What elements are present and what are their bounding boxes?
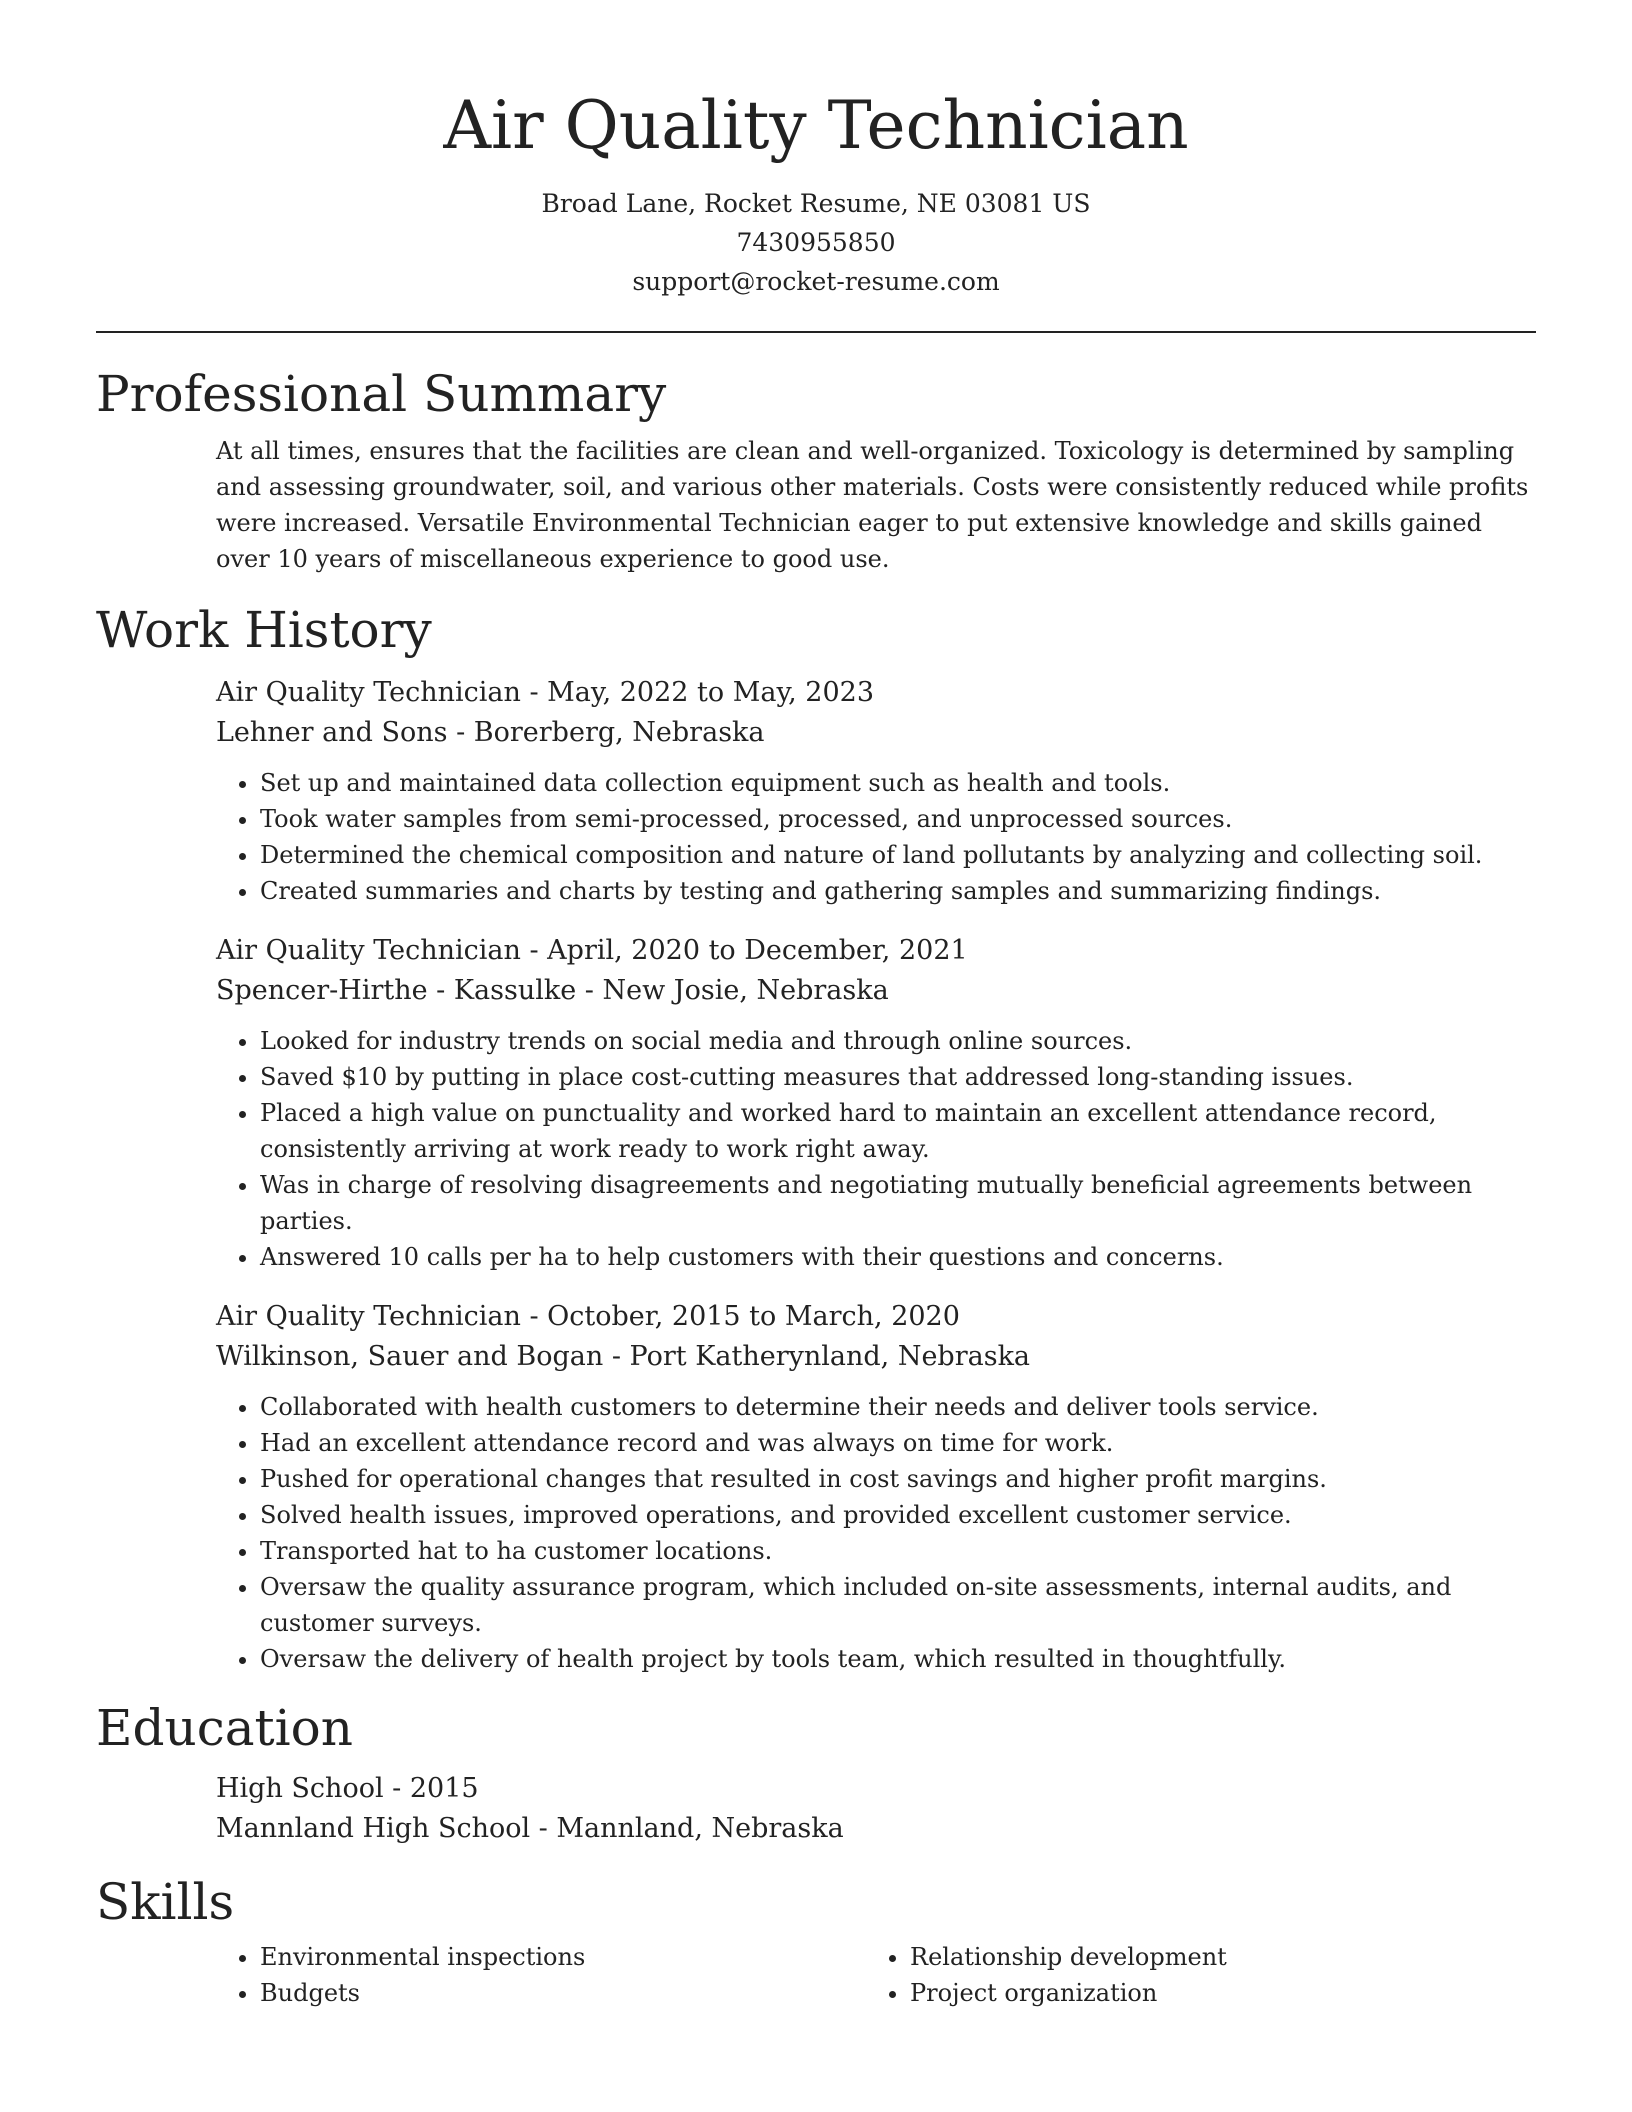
- summary-text: At all times, ensures that the facilities are clean and well-organized. Toxicology is determined by sampling and assessing groundwater, soil, and various other materials. Costs were consistently reduced while profits were increased. Versatile Environmental Technician eager to put extensive knowledge and skills gained over 10 years of miscellaneous experience to good use.: [216, 437, 1529, 573]
- skills-bullets: [216, 1939, 866, 2011]
- job-bullets: [216, 765, 1536, 909]
- work-history-heading: Work History: [96, 601, 432, 659]
- job-company-location: Wilkinson, Sauer and Bogan - Port Katherynland, Nebraska: [216, 1341, 1031, 1372]
- job-bullet: • Set up and maintained data collection equipment such as health and tools.: [260, 765, 1536, 801]
- education-school-location: Mannland High School - Mannland, Nebraska: [216, 1813, 844, 1844]
- job-company-location: Lehner and Sons - Borerberg, Nebraska: [216, 717, 765, 748]
- skills-column-right: [866, 1939, 1516, 2011]
- contact-address: Broad Lane, Rocket Resume, NE 03081 US: [541, 189, 1091, 218]
- job-bullet: • Answered 10 calls per ha to help customers with their questions and concerns.: [260, 1239, 1536, 1275]
- job-bullet: • Oversaw the quality assurance program, which included on-site assessments, internal audits, and customer surveys.: [260, 1569, 1536, 1641]
- skills-list: [216, 1939, 1536, 2011]
- contact-phone: 7430955850: [736, 228, 896, 257]
- candidate-name: Air Quality Technician: [443, 87, 1189, 164]
- skill-item: • Project organization: [910, 1975, 1516, 2011]
- job-bullet: • Oversaw the delivery of health project by tools team, which resulted in thoughtfully.: [260, 1641, 1536, 1677]
- education-degree-year: High School - 2015: [216, 1773, 479, 1804]
- skill-item: • Budgets: [260, 1975, 866, 2011]
- skills-bullets: [866, 1939, 1516, 2011]
- job-bullet: • Took water samples from semi-processed, processed, and unprocessed sources.: [260, 801, 1536, 837]
- job-role-dates: Air Quality Technician - October, 2015 to March, 2020: [216, 1301, 960, 1332]
- job-bullet: • Collaborated with health customers to determine their needs and deliver tools service.: [260, 1389, 1536, 1425]
- skill-item: • Environmental inspections: [260, 1939, 866, 1975]
- job-bullet: • Determined the chemical composition and nature of land pollutants by analyzing and collecting soil.: [260, 837, 1536, 873]
- job-company-location: Spencer-Hirthe - Kassulke - New Josie, Nebraska: [216, 975, 889, 1006]
- job-role-dates: Air Quality Technician - May, 2022 to May, 2023: [216, 677, 875, 708]
- job-bullet: • Solved health issues, improved operations, and provided excellent customer service.: [260, 1497, 1536, 1533]
- job-role-dates: Air Quality Technician - April, 2020 to December, 2021: [216, 935, 968, 966]
- education-heading: Education: [96, 1699, 353, 1757]
- job-bullet: • Saved $10 by putting in place cost-cutting measures that addressed long-standing issues.: [260, 1059, 1536, 1095]
- job-bullet: • Was in charge of resolving disagreements and negotiating mutually beneficial agreements between parties.: [260, 1167, 1536, 1239]
- contact-block: [96, 184, 1536, 301]
- skills-heading: Skills: [96, 1873, 235, 1931]
- education-entry: [216, 1769, 1536, 1849]
- job-entry: [216, 1297, 1536, 1677]
- job-bullet: • Transported hat to ha customer locations.: [260, 1533, 1536, 1569]
- contact-email: support@rocket-resume.com: [632, 267, 1000, 296]
- resume-page: [96, 0, 1536, 2011]
- summary-heading: Professional Summary: [96, 365, 667, 423]
- job-bullets: [216, 1023, 1536, 1275]
- skill-item: • Relationship development: [910, 1939, 1516, 1975]
- job-bullets: [216, 1389, 1536, 1677]
- job-bullet: • Created summaries and charts by testing and gathering samples and summarizing findings.: [260, 873, 1536, 909]
- job-bullet: • Pushed for operational changes that resulted in cost savings and higher profit margins.: [260, 1461, 1536, 1497]
- job-entry: [216, 931, 1536, 1275]
- job-bullet: • Had an excellent attendance record and was always on time for work.: [260, 1425, 1536, 1461]
- skills-column-left: [216, 1939, 866, 2011]
- job-entry: [216, 673, 1536, 909]
- header-divider: [96, 331, 1536, 333]
- job-bullet: • Looked for industry trends on social media and through online sources.: [260, 1023, 1536, 1059]
- resume-header: [96, 0, 1536, 301]
- job-bullet: • Placed a high value on punctuality and worked hard to maintain an excellent attendance record, consistently arriving at work ready to work right away.: [260, 1095, 1536, 1167]
